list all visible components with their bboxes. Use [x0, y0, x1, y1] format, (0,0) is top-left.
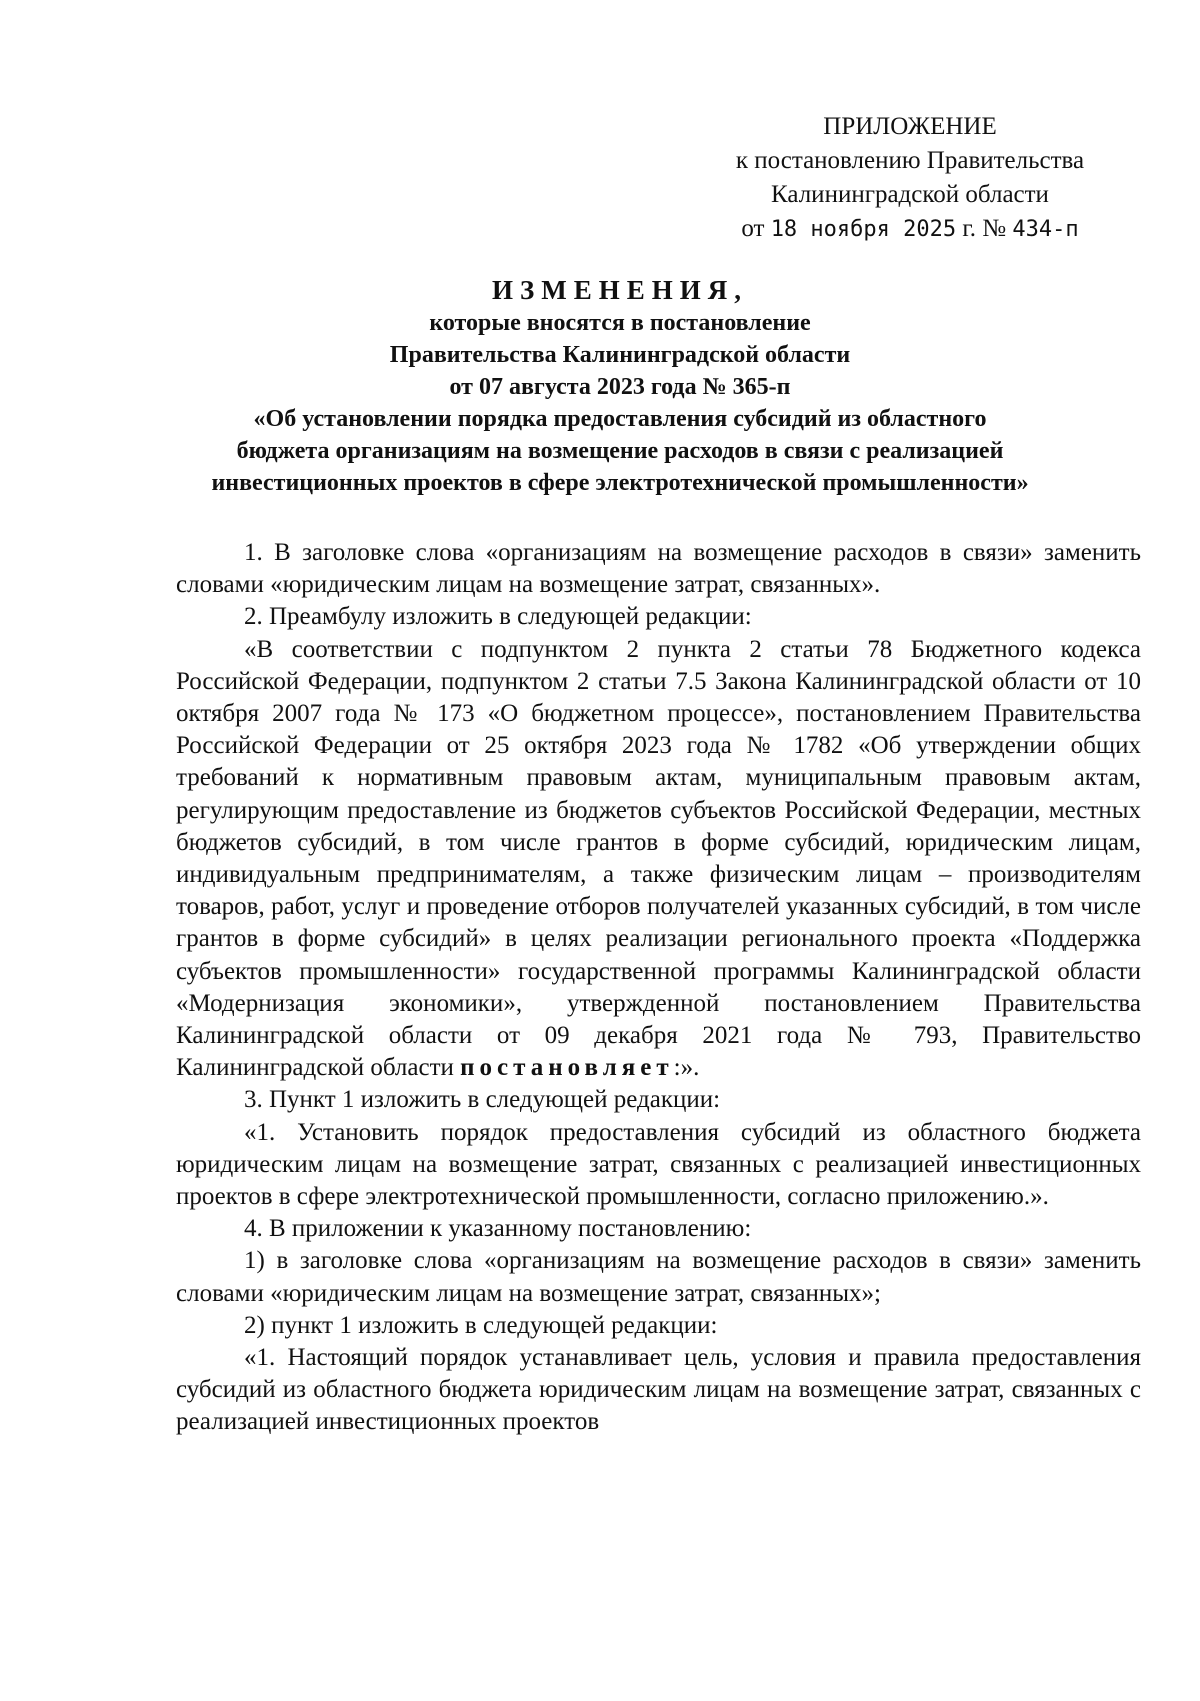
- paragraph-2: 2. Преамбулу изложить в следующей редакции:: [244, 603, 752, 631]
- date-value: 18 ноября 2025: [770, 217, 957, 242]
- header-line: от 07 августа 2023 года № 365-п: [449, 374, 791, 400]
- document-title: ИЗМЕНЕНИЯ,: [491, 275, 748, 305]
- resolves-word: постановляет: [460, 1054, 674, 1082]
- paragraph-4: 4. В приложении к указанному постановлению:: [244, 1215, 752, 1243]
- preamble-end: :».: [673, 1054, 700, 1082]
- document-header: [150, 274, 1090, 499]
- year-suffix: г. №: [962, 215, 1007, 242]
- header-line: которые вносятся в постановление: [429, 310, 811, 336]
- appendix-block: [700, 110, 1120, 247]
- paragraph-point-1: «1. Установить порядок предоставления субсидий из областного бюджета юридическим лицам на возмещение затрат, связанных с реализацией инвестиционных проектов в сфере электротехнической промышленности, согласно приложению.».: [176, 1118, 1141, 1211]
- document-body: [176, 537, 1141, 1439]
- preamble-text: «В соответствии с подпунктом 2 пункта 2 статьи 78 Бюджетного кодекса Российской Федерации, подпунктом 2 статьи 7.5 Закона Калининградской области от 10 октября 2007 года № 173 «О бюджетном процессе», постановлением Правительства Российской Федерации от 25 октября 2023 года № 1782 «Об утверждении общих требований к нормативным правовым актам, муниципальным правовым актам, регулирующим предоставление из бюджетов субъектов Российской Федерации, местных бюджетов субсидий, в том числе грантов в форме субсидий, юридическим лицам, индивидуальным предпринимателям, а также физическим лицам – производителям товаров, работ, услуг и проведение отборов получателей указанных субсидий, в том числе грантов в форме субсидий» в целях реализации регионального проекта «Поддержка субъектов промышленности» государственной программы Калининградской области «Модернизация экономики», утвержденной постановлением Правительства Калининградской области от 09 декабря 2021 года № 793, Правительство Калининградской области: [176, 635, 1141, 1082]
- header-line: «Об установлении порядка предоставления субсидий из областного: [253, 406, 987, 432]
- appendix-line-2: Калининградской области: [771, 181, 1049, 208]
- paragraph-preamble: [176, 634, 1141, 1085]
- subparagraph-1: 1) в заголовке слова «организациям на возмещение расходов в связи» заменить словами «юридическим лицам на возмещение затрат, связанных»;: [176, 1247, 1141, 1307]
- paragraph-3: 3. Пункт 1 изложить в следующей редакции:: [244, 1086, 721, 1114]
- appendix-line-1: к постановлению Правительства: [735, 147, 1085, 174]
- appendix-title: ПРИЛОЖЕНИЕ: [823, 113, 997, 140]
- paragraph-1: 1. В заголовке слова «организациям на возмещение расходов в связи» заменить словами «юридическим лицам на возмещение затрат, связанных».: [176, 539, 1141, 599]
- document-number: 434-п: [1012, 217, 1079, 242]
- date-prefix: от: [741, 215, 765, 242]
- header-line: Правительства Калининградской области: [389, 342, 851, 368]
- subparagraph-2: 2) пункт 1 изложить в следующей редакции:: [244, 1311, 718, 1339]
- header-line: инвестиционных проектов в сфере электротехнической промышленности»: [211, 470, 1029, 496]
- appendix-date-line: [700, 212, 1120, 247]
- paragraph-order-1: «1. Настоящий порядок устанавливает цель, условия и правила предоставления субсидий из областного бюджета юридическим лицам на возмещение затрат, связанных с реализацией инвестиционных проектов: [176, 1344, 1141, 1436]
- header-line: бюджета организациям на возмещение расходов в связи с реализацией: [236, 438, 1004, 464]
